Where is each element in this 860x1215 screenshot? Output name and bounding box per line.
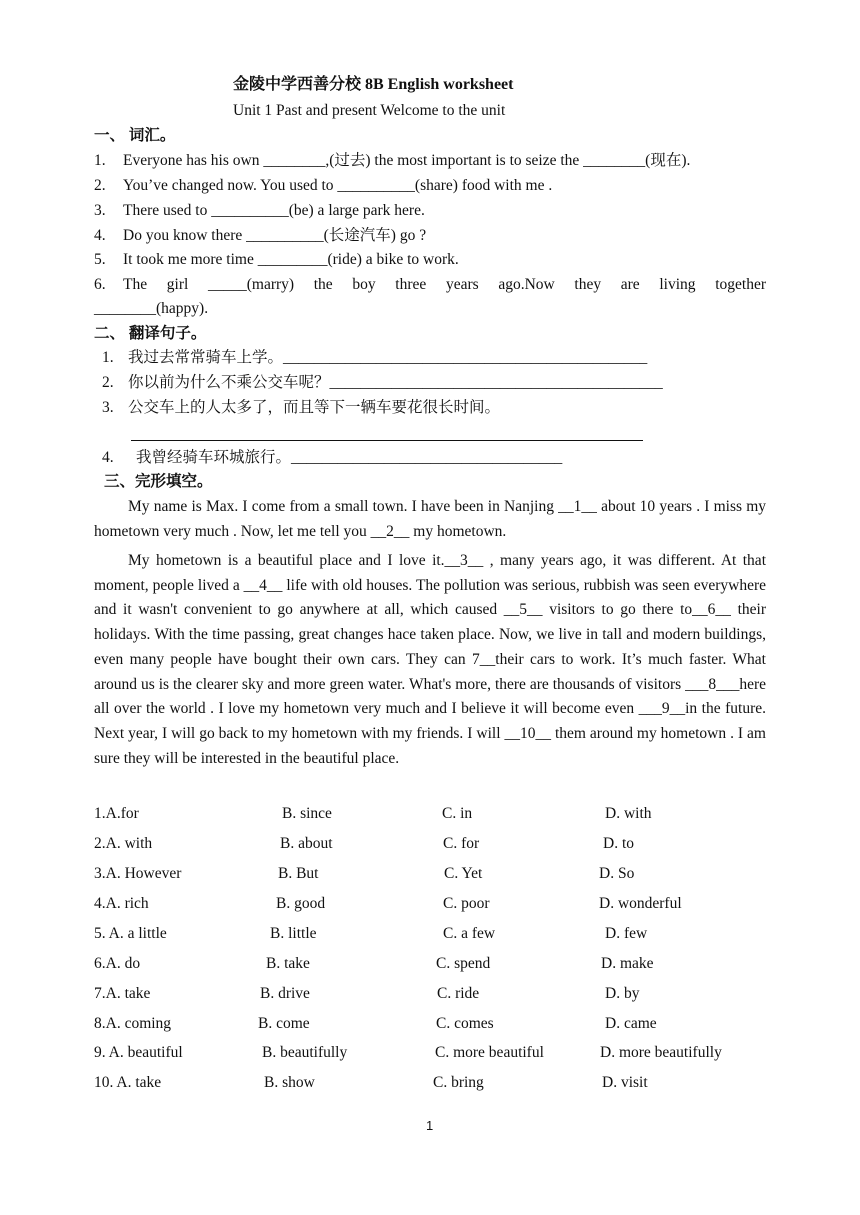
item-number: 4. — [94, 227, 106, 244]
section-cloze-heading: 三、完形填空。 — [104, 473, 213, 490]
option-b: B. drive — [260, 985, 310, 1002]
option-d: D. few — [605, 925, 648, 942]
vocab-item-2 — [94, 176, 552, 196]
item-number: 2. — [102, 374, 114, 391]
option-b: B. little — [270, 925, 317, 942]
option-c: C. spend — [436, 955, 491, 972]
item-text: 公交车上的人太多了，而且等下一辆车要花很长时间。 — [128, 399, 501, 416]
translate-item-3 — [102, 398, 500, 418]
worksheet-subtitle: Unit 1 Past and present Welcome to the unit — [233, 102, 506, 119]
paragraph-text: My hometown is a beautiful place and I love it.__3__ , many years ago, it was different. At that moment, people lived a __4__ life with old houses. The pollution was serious, rubbish was seen everywhere and it wasn't convenient to go anywhere at all, which caused __5__ visitors to go there to__6__ their holidays. With the time passing, great changes hace taken place. Now, we live in tall and modern buildings, even many people have bought their own cars. They can 7__their cars to work. It’s much faster. What around us is the clearer sky and more green water. What's more, there are thousands of visitors ___8___here all over the world . I love my hometown very much and I believe it will become even ___9__in the future. Next year, I will go back to my hometown with my friends. I will __10__ them around my hometown . I am sure they will be interested in the beautiful place. — [94, 552, 766, 767]
option-d: D. to — [603, 835, 634, 852]
option-d: D. visit — [602, 1074, 648, 1091]
item-text: You’ve changed now. You used to __________(share) food with me . — [123, 177, 553, 194]
item-number: 2. — [94, 177, 106, 194]
cloze-paragraph-1 — [94, 495, 766, 544]
option-d: D. with — [605, 805, 652, 822]
worksheet-title: 金陵中学西善分校 8B English worksheet — [233, 76, 514, 93]
option-b: B. beautifully — [262, 1044, 348, 1061]
option-d: D. make — [601, 955, 654, 972]
option-c: C. Yet — [444, 865, 483, 882]
option-a: 3.A. However — [94, 865, 182, 882]
option-d: D. wonderful — [599, 895, 682, 912]
option-a: 5. A. a little — [94, 925, 167, 942]
option-b: B. take — [266, 955, 310, 972]
option-a: 10. A. take — [94, 1074, 162, 1091]
item-text: It took me more time _________(ride) a bike to work. — [123, 251, 459, 268]
option-b: B. good — [276, 895, 326, 912]
option-d: D. came — [605, 1015, 657, 1032]
option-d: D. So — [599, 865, 635, 882]
section-translation-heading: 二、 翻译句子。 — [94, 325, 207, 342]
item-number: 4. — [102, 449, 114, 466]
option-a: 2.A. with — [94, 835, 153, 852]
item-number: 5. — [94, 251, 106, 268]
option-c: C. more beautiful — [435, 1044, 544, 1061]
vocab-item-5 — [94, 250, 459, 270]
option-b: B. show — [264, 1074, 315, 1091]
option-b: B. come — [258, 1015, 310, 1032]
item-text: 我过去常常骑车上学。_______________________________________________ — [128, 349, 648, 366]
item-text: Everyone has his own ________,(过去) the most important is to seize the ________(现在). — [123, 152, 691, 169]
option-c: C. poor — [443, 895, 490, 912]
option-a: 8.A. coming — [94, 1015, 172, 1032]
item-number: 1. — [102, 349, 114, 366]
item-text: The girl _____(marry) the boy three years ago.Now they are living together — [123, 276, 766, 293]
paragraph-text: My name is Max. I come from a small town. I have been in Nanjing __1__ about 10 years . I miss my hometown very much . Now, let me tell you __2__ my hometown. — [94, 498, 766, 540]
answer-line — [131, 440, 643, 441]
option-b: B. about — [280, 835, 333, 852]
option-c: C. comes — [436, 1015, 494, 1032]
page-number: 1 — [426, 1118, 434, 1133]
option-c: C. a few — [443, 925, 496, 942]
item-text: Do you know there __________(长途汽车) go ? — [123, 227, 427, 244]
item-number: 6. — [94, 276, 106, 293]
option-d: D. by — [605, 985, 640, 1002]
section-vocabulary-heading: 一、 词汇。 — [94, 127, 176, 144]
option-c: C. ride — [437, 985, 480, 1002]
option-b: B. since — [282, 805, 332, 822]
option-d: D. more beautifully — [600, 1044, 722, 1061]
option-c: C. in — [442, 805, 473, 822]
translate-item-2 — [102, 373, 663, 393]
option-a: 7.A. take — [94, 985, 151, 1002]
option-b: B. But — [278, 865, 319, 882]
translate-item-4 — [102, 448, 562, 468]
item-text: 你以前为什么不乘公交车呢？___________________________________________ — [128, 374, 663, 391]
translate-item-1 — [102, 348, 647, 368]
vocab-item-4 — [94, 226, 426, 246]
option-a: 9. A. beautiful — [94, 1044, 183, 1061]
item-text: There used to __________(be) a large park here. — [123, 202, 425, 219]
item-text: 我曾经骑车环城旅行。___________________________________ — [136, 449, 563, 466]
option-a: 6.A. do — [94, 955, 141, 972]
option-a: 1.A.for — [94, 805, 139, 822]
cloze-paragraph-2 — [94, 549, 766, 771]
vocab-item-6 — [94, 275, 766, 295]
item-number: 3. — [94, 202, 106, 219]
option-a: 4.A. rich — [94, 895, 149, 912]
vocab-item-1 — [94, 151, 690, 171]
item-number: 1. — [94, 152, 106, 169]
vocab-item-6-continuation: ________(happy). — [94, 300, 209, 317]
option-c: C. bring — [433, 1074, 484, 1091]
vocab-item-3 — [94, 201, 425, 221]
item-number: 3. — [102, 399, 114, 416]
option-c: C. for — [443, 835, 480, 852]
